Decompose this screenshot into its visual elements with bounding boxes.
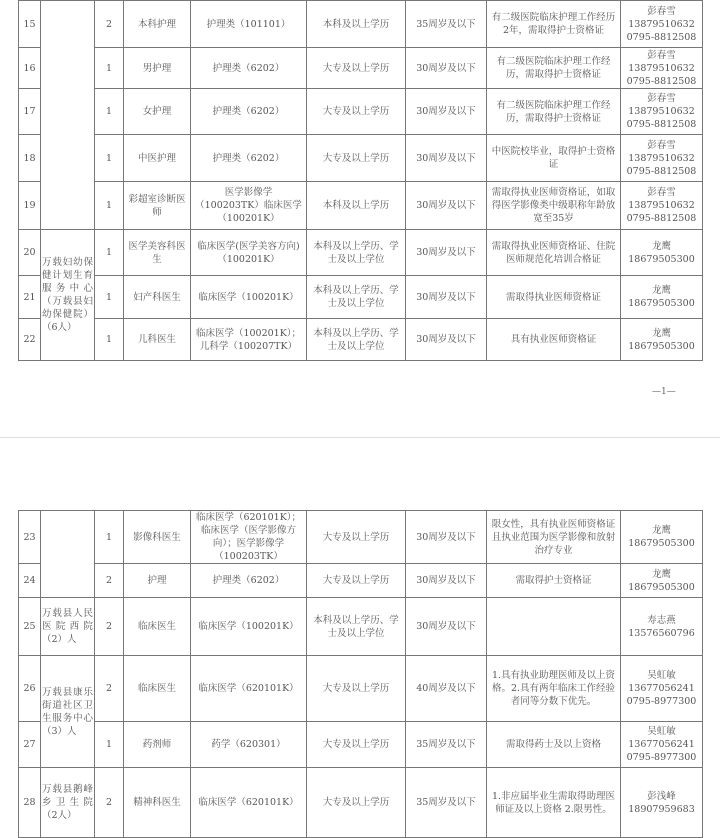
table-row bbox=[19, 48, 703, 89]
major: 临床医学（100201K）；儿科学（100207TK） bbox=[191, 319, 307, 361]
age-limit: 30周岁及以下 bbox=[406, 48, 487, 89]
education: 大专及以上学历 bbox=[307, 89, 406, 135]
post-name: 护理 bbox=[124, 564, 191, 598]
contact-contact: 寿志燕 bbox=[647, 614, 676, 626]
contact bbox=[621, 230, 703, 276]
post-name: 临床医生 bbox=[124, 598, 191, 656]
requirements: 需取得执业医师资格证、住院医师规范化培训合格证 bbox=[487, 230, 621, 276]
age-limit: 30周岁及以下 bbox=[406, 182, 487, 230]
table-row bbox=[19, 768, 703, 838]
education: 大专及以上学历 bbox=[307, 656, 406, 722]
major: 护理类（6202） bbox=[191, 564, 307, 598]
requirements: 限女性，具有执业医师资格证且执业范围为医学影像和放射治疗专业 bbox=[487, 511, 621, 564]
unit-name bbox=[41, 1, 95, 230]
major: 临床医学（620101K） bbox=[191, 768, 307, 838]
contact-contact: 龙鹰 bbox=[651, 285, 671, 296]
page-number: —1— bbox=[652, 387, 676, 397]
contact-contact: 彭春雪 bbox=[647, 49, 676, 61]
contact-phone1: 13879510632 bbox=[628, 18, 695, 30]
table-row bbox=[19, 182, 703, 230]
unit-name: 万载县人民医院西院（2）人 bbox=[41, 598, 95, 656]
table-row bbox=[19, 511, 703, 564]
headcount: 1 bbox=[95, 511, 124, 564]
major: 临床医学（620101K）；临床医学（医学影像方向）；医学影像学（100203TK） bbox=[191, 511, 307, 564]
contact-phone1: 13879510632 bbox=[628, 152, 695, 164]
headcount: 2 bbox=[95, 598, 124, 656]
row-number: 24 bbox=[19, 564, 41, 598]
major: 护理类（6202） bbox=[191, 89, 307, 135]
headcount: 2 bbox=[95, 656, 124, 722]
row-number: 25 bbox=[19, 598, 41, 656]
education: 大专及以上学历 bbox=[307, 135, 406, 182]
contact-phone1: 18679505300 bbox=[628, 581, 695, 593]
headcount: 1 bbox=[95, 319, 124, 361]
age-limit: 35周岁及以下 bbox=[406, 722, 487, 768]
post-name: 中医护理 bbox=[124, 135, 191, 182]
contact-contact: 彭春雪 bbox=[647, 139, 676, 151]
contact-phone1: 18679505300 bbox=[628, 298, 695, 309]
table-row bbox=[19, 722, 703, 768]
table-row bbox=[19, 89, 703, 135]
post-name: 妇产科医生 bbox=[124, 276, 191, 319]
row-number: 22 bbox=[19, 319, 41, 361]
major: 临床医学(医学美容方向)（100201K） bbox=[191, 230, 307, 276]
row-number: 27 bbox=[19, 722, 41, 768]
contact bbox=[621, 656, 703, 722]
contact-phone2: 0795-8812508 bbox=[626, 31, 697, 43]
table-row bbox=[19, 319, 703, 361]
education: 大专及以上学历 bbox=[307, 511, 406, 564]
requirements bbox=[487, 598, 621, 656]
contact-contact: 龙鹰 bbox=[651, 240, 671, 252]
education: 本科及以上学历 bbox=[307, 182, 406, 230]
contact-phone1: 18679505300 bbox=[628, 340, 695, 352]
contact-phone1: 18679505300 bbox=[628, 538, 695, 549]
row-number: 23 bbox=[19, 511, 41, 564]
row-number: 16 bbox=[19, 48, 41, 89]
age-limit: 30周岁及以下 bbox=[406, 276, 487, 319]
contact-phone1: 13677056241 bbox=[628, 739, 695, 750]
requirements: 需取得执业医师资格证，如取得医学影像类中级职称年龄放宽至35岁 bbox=[487, 182, 621, 230]
major: 药学（620301） bbox=[191, 722, 307, 768]
contact-contact: 吴虹敏 bbox=[647, 726, 676, 737]
headcount: 1 bbox=[95, 135, 124, 182]
major: 护理类（6202） bbox=[191, 48, 307, 89]
post-name: 临床医生 bbox=[124, 656, 191, 722]
contact-phone2: 0795-8812508 bbox=[626, 119, 697, 130]
age-limit: 30周岁及以下 bbox=[406, 230, 487, 276]
unit-name: 万载县康乐街道社区卫生服务中心（3）人 bbox=[41, 656, 95, 768]
table-row bbox=[19, 656, 703, 722]
requirements: 需取得护士资格证 bbox=[487, 564, 621, 598]
education: 本科及以上学历、学士及以上学位 bbox=[307, 230, 406, 276]
row-number: 26 bbox=[19, 656, 41, 722]
row-number: 21 bbox=[19, 276, 41, 319]
contact bbox=[621, 564, 703, 598]
row-number: 18 bbox=[19, 135, 41, 182]
headcount: 1 bbox=[95, 182, 124, 230]
contact-contact: 彭春雪 bbox=[647, 93, 676, 104]
unit-name: 万载妇幼保健计划生育服务中心（万载县妇幼保健院）（6人） bbox=[41, 230, 95, 361]
major: 护理类（101101） bbox=[191, 1, 307, 48]
age-limit: 30周岁及以下 bbox=[406, 598, 487, 656]
age-limit: 30周岁及以下 bbox=[406, 89, 487, 135]
recruitment-table-page-2 bbox=[18, 510, 703, 838]
contact bbox=[621, 135, 703, 182]
contact bbox=[621, 182, 703, 230]
contact-contact: 吴虹敏 bbox=[647, 670, 676, 681]
post-name: 男护理 bbox=[124, 48, 191, 89]
contact bbox=[621, 1, 703, 48]
contact bbox=[621, 511, 703, 564]
education: 本科及以上学历、学士及以上学位 bbox=[307, 276, 406, 319]
contact-phone1: 18679505300 bbox=[628, 253, 695, 265]
contact-phone2: 0795-8812508 bbox=[626, 213, 697, 224]
major: 临床医学（100201K） bbox=[191, 598, 307, 656]
education: 本科及以上学历、学士及以上学位 bbox=[307, 319, 406, 361]
major: 护理类（6202） bbox=[191, 135, 307, 182]
education: 大专及以上学历 bbox=[307, 722, 406, 768]
table-row bbox=[19, 1, 703, 48]
row-number: 17 bbox=[19, 89, 41, 135]
requirements: 具有执业医师资格证 bbox=[487, 319, 621, 361]
requirements: 有二级医院临床护理工作经历，需取得护士资格证 bbox=[487, 48, 621, 89]
contact-phone1: 13879510632 bbox=[628, 200, 695, 211]
education: 大专及以上学历 bbox=[307, 564, 406, 598]
contact bbox=[621, 598, 703, 656]
contact bbox=[621, 319, 703, 361]
headcount: 2 bbox=[95, 768, 124, 838]
education: 本科及以上学历、学士及以上学位 bbox=[307, 598, 406, 656]
table-row bbox=[19, 564, 703, 598]
contact-contact: 彭浅峰 bbox=[647, 790, 676, 802]
contact bbox=[621, 722, 703, 768]
requirements: 需取得药士及以上资格 bbox=[487, 722, 621, 768]
requirements: 需取得执业医师资格证 bbox=[487, 276, 621, 319]
row-number: 20 bbox=[19, 230, 41, 276]
post-name: 精神科医生 bbox=[124, 768, 191, 838]
headcount: 1 bbox=[95, 230, 124, 276]
age-limit: 35周岁及以下 bbox=[406, 768, 487, 838]
headcount: 2 bbox=[95, 564, 124, 598]
row-number: 15 bbox=[19, 1, 41, 48]
requirements: 有二级医院临床护理工作经历2年，需取得护士资格证 bbox=[487, 1, 621, 48]
age-limit: 30周岁及以下 bbox=[406, 564, 487, 598]
requirements: 1.非应届毕业生需取得助理医师证及以上资格 2.限男性。 bbox=[487, 768, 621, 838]
contact-phone1: 13677056241 bbox=[628, 683, 695, 694]
requirements: 1.具有执业助理医师及以上资格。2.具有两年临床工作经验者同等分数下优先。 bbox=[487, 656, 621, 722]
headcount: 1 bbox=[95, 722, 124, 768]
contact bbox=[621, 276, 703, 319]
row-number: 28 bbox=[19, 768, 41, 838]
age-limit: 30周岁及以下 bbox=[406, 319, 487, 361]
recruitment-table-page-1 bbox=[18, 0, 703, 361]
age-limit: 30周岁及以下 bbox=[406, 135, 487, 182]
table-row bbox=[19, 276, 703, 319]
major: 临床医学（100201K） bbox=[191, 276, 307, 319]
contact-phone1: 18907959683 bbox=[628, 803, 695, 815]
table-row bbox=[19, 598, 703, 656]
table-row bbox=[19, 135, 703, 182]
post-name: 影像科医生 bbox=[124, 511, 191, 564]
unit-name: 万载县鹅峰乡卫生院（2人） bbox=[41, 768, 95, 838]
education: 本科及以上学历 bbox=[307, 1, 406, 48]
headcount: 1 bbox=[95, 89, 124, 135]
post-name: 女护理 bbox=[124, 89, 191, 135]
post-name: 儿科医生 bbox=[124, 319, 191, 361]
contact-phone2: 0795-8977300 bbox=[626, 696, 697, 707]
post-name: 彩超室诊断医师 bbox=[124, 182, 191, 230]
headcount: 2 bbox=[95, 1, 124, 48]
education: 大专及以上学历 bbox=[307, 48, 406, 89]
contact bbox=[621, 89, 703, 135]
contact-contact: 龙鹰 bbox=[651, 525, 671, 536]
contact-phone1: 13879510632 bbox=[628, 62, 695, 74]
page-divider bbox=[0, 437, 720, 438]
table-row bbox=[19, 230, 703, 276]
headcount: 1 bbox=[95, 48, 124, 89]
contact-phone2: 0795-8812508 bbox=[626, 75, 697, 87]
contact bbox=[621, 48, 703, 89]
contact-contact: 龙鹰 bbox=[651, 327, 671, 339]
unit-name bbox=[41, 511, 95, 598]
requirements: 有二级医院临床护理工作经历，需取得护士资格证 bbox=[487, 89, 621, 135]
contact-phone2: 0795-8977300 bbox=[626, 752, 697, 763]
row-number: 19 bbox=[19, 182, 41, 230]
contact bbox=[621, 768, 703, 838]
major: 医学影像学（100203TK）临床医学（100201K） bbox=[191, 182, 307, 230]
contact-contact: 彭春雪 bbox=[647, 5, 676, 17]
major: 临床医学（620101K） bbox=[191, 656, 307, 722]
education: 大专及以上学历 bbox=[307, 768, 406, 838]
requirements: 中医院校毕业，取得护士资格证 bbox=[487, 135, 621, 182]
post-name: 本科护理 bbox=[124, 1, 191, 48]
contact-phone1: 13576560796 bbox=[628, 627, 695, 639]
contact-contact: 龙鹰 bbox=[651, 568, 671, 580]
age-limit: 35周岁及以下 bbox=[406, 1, 487, 48]
contact-phone2: 0795-8812508 bbox=[626, 165, 697, 177]
post-name: 药剂师 bbox=[124, 722, 191, 768]
age-limit: 40周岁及以下 bbox=[406, 656, 487, 722]
post-name: 医学美容科医生 bbox=[124, 230, 191, 276]
contact-contact: 彭春雪 bbox=[647, 187, 676, 198]
contact-phone1: 13879510632 bbox=[628, 106, 695, 117]
headcount: 1 bbox=[95, 276, 124, 319]
age-limit: 30周岁及以下 bbox=[406, 511, 487, 564]
